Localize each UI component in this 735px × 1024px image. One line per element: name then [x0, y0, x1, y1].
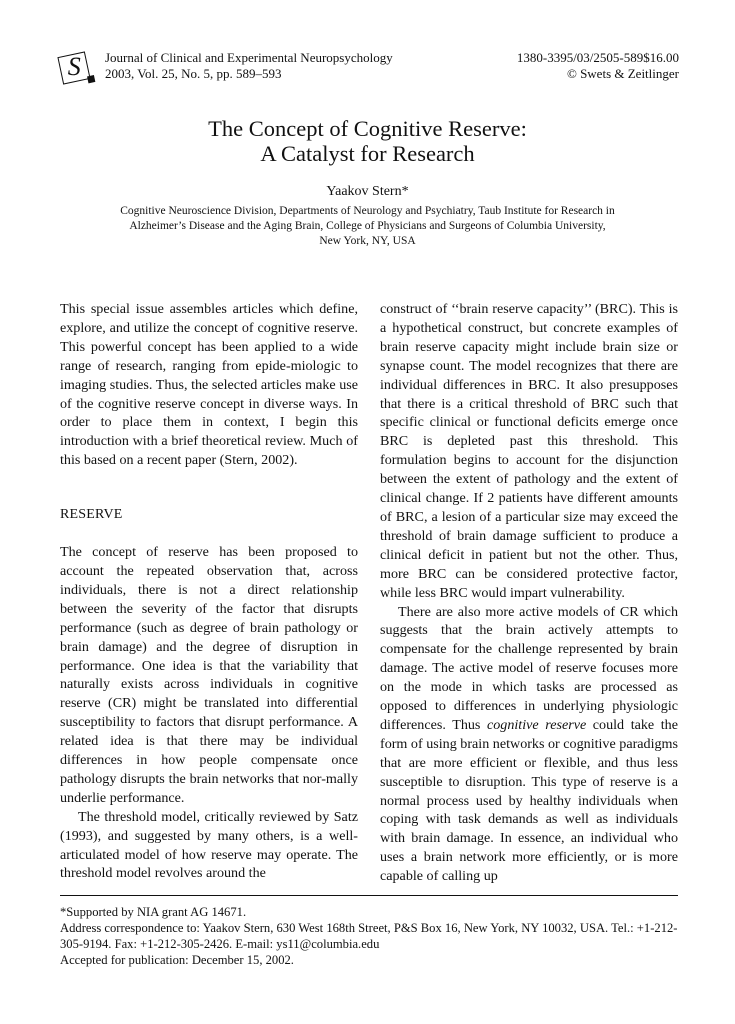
- title-line-2: A Catalyst for Research: [260, 141, 475, 166]
- issn-block: [517, 50, 679, 81]
- footnote-divider: [60, 895, 678, 896]
- active-model-text-a: There are also more active models of CR which suggests that the brain actively attempts to compensate for the challenge represented by brain damage. The active model of reserve focuses more on the mode in which tasks are processed as opposed to differences in underlying physiologic differences. Thus: [380, 603, 678, 733]
- brc-paragraph: construct of ‘‘brain reserve capacity’’ (BRC). This is a hypothetical construct, but concrete examples of brain reserve capacity might include brain size or synapse count. The model recognizes that there are individual differences in BRC. It also presupposes that there is a critical threshold of BRC such that specific clinical or functional deficits emerge once BRC is depleted past this threshold. This formulation begins to account for the disjunction between the extent of pathology and the extent of clinical change. If 2 patients have different amounts of BRC, a lesion of a particular size may exceed the threshold of brain damage sufficient to produce a clinical deficit in patient but not the other. Thus, more BRC can be considered protective factor, while less BRC would impart vulnerability.: [380, 301, 678, 601]
- author-affiliation: Cognitive Neuroscience Division, Departments of Neurology and Psychiatry, Taub Institute for Research in Alzheimer’s Disease and the Aging Brain, College of Physicians and Surgeons of Columbia University, New York, NY, USA: [120, 205, 615, 247]
- publisher-logo-icon: [57, 51, 90, 84]
- accepted-footnote: Accepted for publication: December 15, 2002.: [60, 953, 294, 967]
- author-name: Yaakov Stern*: [326, 184, 409, 199]
- article-title: [0, 116, 735, 166]
- issn-code: 1380-3395/03/2505-589$16.00: [516, 50, 679, 65]
- journal-citation: [105, 50, 393, 81]
- active-model-paragraph: [380, 603, 678, 887]
- correspondence-footnote: Address correspondence to: Yaakov Stern, 630 West 168th Street, P&S Box 16, New York, NY 10032, USA. Tel.: +1-212-305-9194. Fax: +1-212-305-2426. E-mail: ys11@columbia.edu: [60, 921, 678, 951]
- funding-footnote: *Supported by NIA grant AG 14671.: [60, 905, 247, 919]
- cognitive-reserve-term: cognitive reserve: [487, 716, 587, 733]
- active-model-text-b: could take the form of using brain networks or cognitive paradigms that are more efficient or flexible, and thus less susceptible to disruption. This type of reserve is a normal process used by healthy individuals when coping with task demands as well as individuals with brain damage. In essence, an individual who uses a brain network more efficiently, or is more capable of calling up: [380, 716, 678, 885]
- logo-corner-mark: [87, 75, 95, 83]
- footnotes: [60, 904, 680, 968]
- section-heading-reserve: RESERVE: [60, 507, 123, 523]
- reserve-paragraph-1: The concept of reserve has been proposed to account the repeated observation that, across individuals, there is not a direct relationship between the severity of the factor that disrupts performance (such as degree of brain pathology or brain damage) and the degree of disruption in performance. One idea is that the variability that naturally exists across individuals in cognitive reserve (CR) might be translated into differential susceptibility to factors that disrupt performance. A related idea is that there may be individual differences in how people compensate once pathology disrupts the brain networks that nor-mally underlie performance.: [60, 544, 358, 806]
- journal-volume: 2003, Vol. 25, No. 5, pp. 589–593: [105, 65, 282, 81]
- right-column: [380, 300, 678, 886]
- left-column: [60, 300, 358, 883]
- copyright-notice: © Swets & Zeitlinger: [566, 65, 679, 81]
- intro-paragraph: This special issue assembles articles which define, explore, and utilize the concept of cognitive reserve. This powerful concept has been applied to a wide range of research, ranging from epide-miologic to imaging studies. Thus, the selected articles make use of the cognitive reserve concept in diverse ways. In order to place them in context, I begin this introduction with a brief theoretical review. Much of this based on a recent paper (Stern, 2002).: [60, 301, 358, 469]
- title-line-1: The Concept of Cognitive Reserve:: [208, 116, 527, 141]
- logo-letter: S: [67, 52, 81, 82]
- reserve-paragraph-2: The threshold model, critically reviewed by Satz (1993), and suggested by many others, is a well-articulated model of how reserve may operate. The threshold model revolves around the: [60, 808, 358, 882]
- page-header: [60, 50, 679, 96]
- journal-name: Journal of Clinical and Experimental Neuropsychology: [105, 50, 393, 65]
